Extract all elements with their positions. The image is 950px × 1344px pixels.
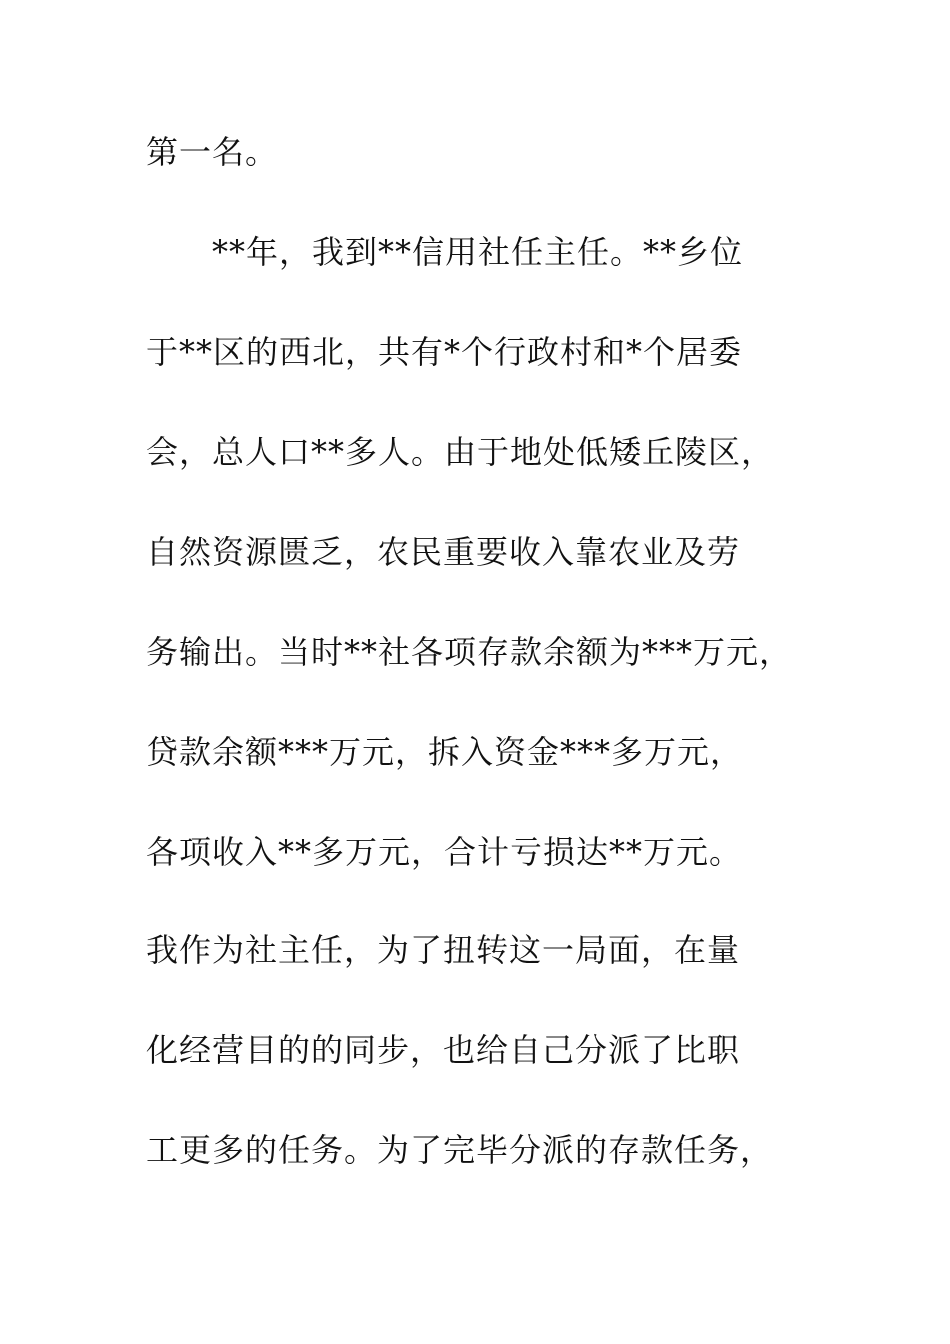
text-line: 务输出。当时**社各项存款余额为***万元， xyxy=(146,633,793,671)
text-line: 贷款余额***万元，拆入资金***多万元， xyxy=(146,733,744,771)
text-line: 工更多的任务。为了完毕分派的存款任务， xyxy=(146,1131,774,1169)
paragraph-first-line: **年，我到**信用社任主任。**乡位 xyxy=(212,233,744,271)
text-line: 我作为社主任，为了扭转这一局面，在量 xyxy=(146,931,741,969)
text-line: 于**区的西北，共有*个行政村和*个居委 xyxy=(146,333,743,371)
text-line: 自然资源匮乏，农民重要收入靠农业及劳 xyxy=(146,533,741,571)
text-line: 第一名。 xyxy=(146,133,279,171)
text-line: 化经营目的的同步，也给自己分派了比职 xyxy=(146,1031,741,1069)
text-line: 会，总人口**多人。由于地处低矮丘陵区， xyxy=(146,433,775,471)
text-line: 各项收入**多万元，合计亏损达**万元。 xyxy=(146,833,743,871)
